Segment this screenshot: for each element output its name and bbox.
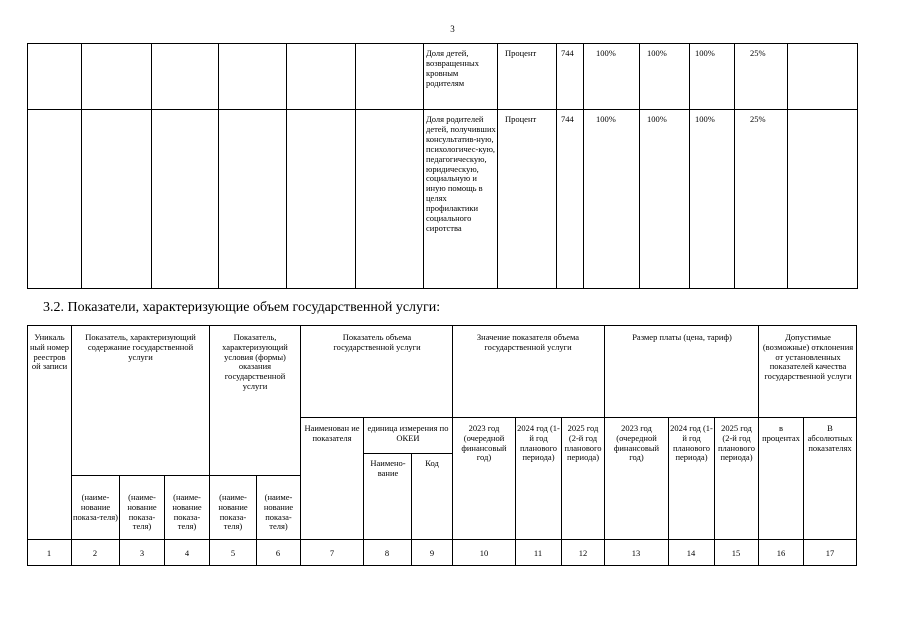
- header-naming-col5: (наиме-нование показа-теля): [218, 492, 248, 532]
- indicator-value-2023: 100%: [596, 48, 616, 58]
- header-naming-col2: (наиме-нование показа-теля): [73, 492, 119, 522]
- header-value-2025: 2025 год (2-й год планового периода): [564, 423, 602, 463]
- indicator-unit: Процент: [505, 114, 537, 124]
- header-conditions-indicator: Показатель, характеризующий условия (формы) оказания государственной услуги: [222, 332, 288, 391]
- column-number: 4: [184, 548, 190, 558]
- header-fee: Размер платы (цена, тариф): [632, 332, 732, 342]
- column-number: 10: [479, 548, 489, 558]
- header-unit-name: Наимено-вание: [370, 458, 406, 478]
- header-naming-col3: (наиме-нование показа-теля): [127, 492, 157, 532]
- column-number: 16: [776, 548, 786, 558]
- indicator-value-2025: 100%: [695, 48, 715, 58]
- header-deviation-absolute: В абсолютных показателях: [807, 423, 853, 453]
- column-number: 3: [139, 548, 145, 558]
- indicator-name: Доля детей, возвращенных кровным родителям: [426, 48, 479, 88]
- header-volume-indicator: Показатель объема государственной услуги: [333, 332, 421, 352]
- header-unique-number: Уникаль ный номер реестров ой записи: [30, 332, 69, 372]
- header-unit-okei: единица измерения по ОКЕИ: [367, 423, 449, 443]
- indicator-value-2024: 100%: [647, 48, 667, 58]
- header-value-2024: 2024 год (1-й год планового периода): [517, 423, 560, 463]
- indicator-value-2025: 100%: [695, 114, 715, 124]
- column-number: 5: [230, 548, 236, 558]
- column-number: 8: [384, 548, 390, 558]
- column-number: 11: [533, 548, 543, 558]
- page-number: 3: [450, 24, 455, 34]
- column-number: 6: [275, 548, 281, 558]
- header-deviation: Допустимые (возможные) отклонения от установленных показателей качества государственной услуги: [762, 332, 854, 382]
- header-naming-col4: (наиме-нование показа-теля): [172, 492, 202, 532]
- indicator-name: Доля родителей детей, получивших консультатив-ную, психологичес-кую, педагогическую, юридическую, социальную и иную помощь в целях профилактики социального сиротства: [426, 114, 496, 233]
- indicator-okei: 744: [561, 114, 574, 124]
- indicator-value-2024: 100%: [647, 114, 667, 124]
- indicator-unit: Процент: [505, 48, 537, 58]
- indicator-okei: 744: [561, 48, 574, 58]
- header-content-indicator: Показатель, характеризующий содержание государственной услуги: [85, 332, 196, 362]
- header-unit-code: Код: [425, 458, 439, 468]
- column-number: 7: [329, 548, 335, 558]
- column-number: 12: [578, 548, 588, 558]
- indicator-value-2023: 100%: [596, 114, 616, 124]
- column-number: 17: [825, 548, 835, 558]
- volume-indicators-table: [27, 325, 857, 566]
- header-fee-2025: 2025 год (2-й год планового периода): [717, 423, 756, 463]
- column-number: 15: [731, 548, 741, 558]
- header-deviation-percent: в процентах: [762, 423, 800, 443]
- header-value-2023: 2023 год (очередной финансовый год): [461, 423, 507, 463]
- column-number: 9: [429, 548, 435, 558]
- section-title: 3.2. Показатели, характеризующие объем государственной услуги:: [43, 300, 441, 315]
- column-number: 13: [631, 548, 641, 558]
- column-number: 14: [686, 548, 696, 558]
- header-indicator-name: Наименован ие показателя: [304, 423, 360, 443]
- header-naming-col6: (наиме-нование показа-теля): [263, 492, 294, 532]
- indicator-deviation: 25%: [750, 48, 766, 58]
- indicator-deviation: 25%: [750, 114, 766, 124]
- header-fee-2024: 2024 год (1-й год планового периода): [670, 423, 713, 463]
- quality-indicators-table: [27, 43, 858, 289]
- header-fee-2023: 2023 год (очередной финансовый год): [613, 423, 660, 463]
- header-volume-value: Значение показателя объема государственной услуги: [476, 332, 580, 352]
- column-number: 1: [46, 548, 52, 558]
- column-number: 2: [92, 548, 98, 558]
